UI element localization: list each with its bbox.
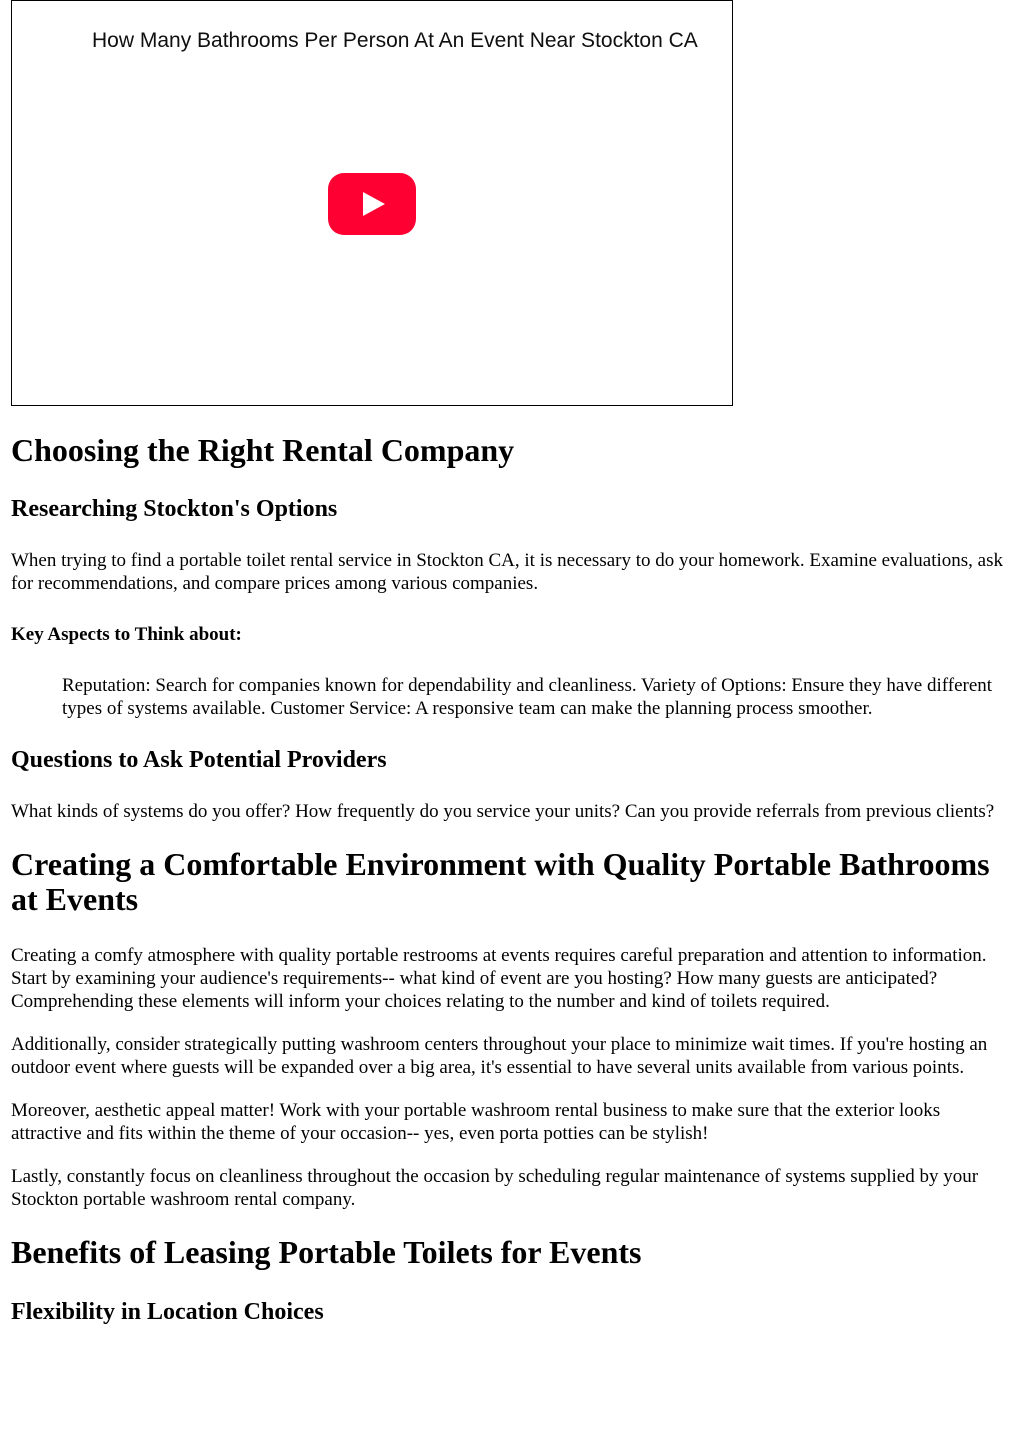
- heading-researching: Researching Stockton's Options: [11, 496, 338, 522]
- paragraph-comfortable-1: Creating a comfy atmosphere with quality portable restrooms at events requires careful preparation and attention to information. Start by examining your audience's requirements-- what kind of event are you hosting? How many guests are anticipated? Comprehending these elements will inform your choices relating to the number and kind of toilets required.: [11, 945, 987, 1012]
- video-embed[interactable]: [11, 0, 733, 406]
- paragraph-questions: What kinds of systems do you offer? How frequently do you service your units? Can you provide referrals from previous clients?: [11, 801, 995, 822]
- paragraph-comfortable-3: Moreover, aesthetic appeal matter! Work with your portable washroom rental business to make sure that the exterior looks attractive and fits within the theme of your occasion-- yes, even porta potties can be stylish!: [11, 1100, 941, 1144]
- heading-flexibility: Flexibility in Location Choices: [11, 1299, 324, 1325]
- paragraph-comfortable-4: Lastly, constantly focus on cleanliness throughout the occasion by scheduling regular maintenance of systems supplied by your Stockton portable washroom rental company.: [11, 1166, 979, 1210]
- article-content: [11, 0, 1013, 1326]
- heading-comfortable: Creating a Comfortable Environment with Quality Portable Bathrooms at Events: [11, 846, 990, 917]
- paragraph-comfortable-2: Additionally, consider strategically putting washroom centers throughout your place to minimize wait times. If you're hosting an outdoor event where guests will be expanded over a big area, it's essential to have several units available from various points.: [11, 1034, 988, 1078]
- key-aspects-quote: Reputation: Search for companies known for dependability and cleanliness. Variety of Options: Ensure they have different types of systems available. Customer Service: A responsive team can make the planning process smoother.: [62, 675, 993, 719]
- heading-key-aspects: Key Aspects to Think about:: [11, 624, 242, 645]
- heading-questions: Questions to Ask Potential Providers: [11, 747, 387, 773]
- video-title[interactable]: How Many Bathrooms Per Person At An Event Near Stockton CA: [92, 29, 698, 52]
- heading-choosing: Choosing the Right Rental Company: [11, 432, 515, 468]
- paragraph-researching: When trying to find a portable toilet rental service in Stockton CA, it is necessary to do your homework. Examine evaluations, ask for recommendations, and compare prices among various companies.: [11, 550, 1003, 594]
- heading-benefits: Benefits of Leasing Portable Toilets for Events: [11, 1234, 642, 1270]
- youtube-play-icon[interactable]: [328, 173, 416, 235]
